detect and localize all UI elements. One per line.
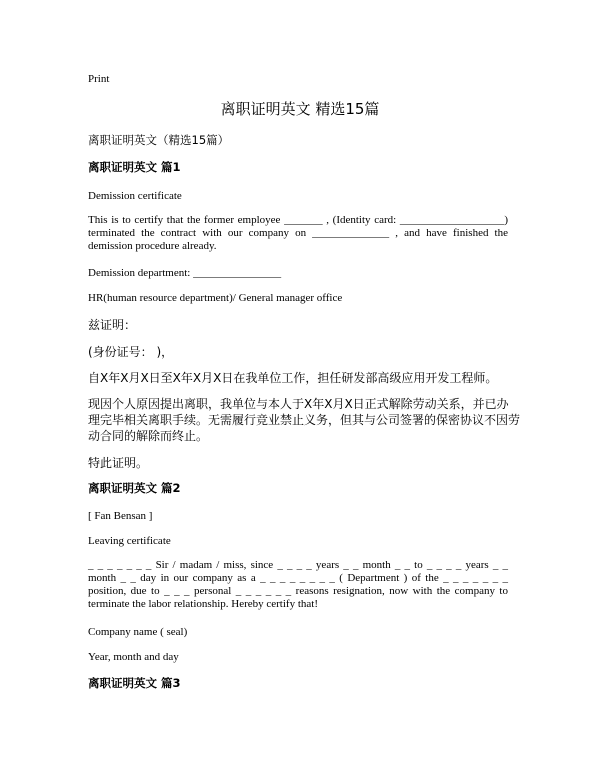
paragraph-line: terminate the labor relationship. Hereby certify that! [88,598,318,610]
paragraph-line: month _ _ day in our company as a _ _ _ _ _ _ _ _ ( Department ) of the _ _ _ _ _ _ _ [88,572,508,584]
demission-department: Demission department: ________________ [88,267,282,279]
employee-name: [ Fan Bensan ] [88,510,153,522]
date-line: Year, month and day [88,651,179,663]
cn-id-number: (身份证号： )， [88,345,174,359]
paragraph-line: _ _ _ _ _ _ _ Sir / madam / miss, since _ _ _ _ years _ _ month _ _ to _ _ _ _ years _ _ [88,559,508,571]
cn-attest: 兹证明： [88,318,137,332]
section-heading-1: 离职证明英文 篇1 [88,160,181,174]
cn-work-period: 自X年X月X日至X年X月X日在我单位工作，担任研发部高级应用开发工程师。 [88,371,498,385]
paragraph-line: 理完毕相关离职手续。无需履行竞业禁止义务，但其与公司签署的保密协议不因劳 [88,413,521,427]
print-label[interactable]: Print [88,73,110,85]
paragraph-line: terminated the contract with our company on ______________ , and have finished the [88,227,508,239]
section-heading-3: 离职证明英文 篇3 [88,676,181,690]
cn-paragraph [88,396,521,444]
paragraph-line: 动合同的解除而终止。 [88,429,209,443]
leaving-certificate-label: Leaving certificate [88,535,171,547]
paragraph-certify [88,214,508,253]
paragraph-line: position, due to _ _ _ personal _ _ _ _ _ _ reasons resignation, now with the company to [88,585,508,597]
document-title: 离职证明英文 精选15篇 [220,100,380,118]
paragraph-leaving [88,559,508,611]
demission-certificate-label: Demission certificate [88,190,182,202]
document-subtitle: 离职证明英文（精选15篇） [88,133,230,147]
paragraph-line: 现因个人原因提出离职，我单位与本人于X年X月X日正式解除劳动关系，并已办 [88,397,509,411]
paragraph-line: This is to certify that the former employee _______ , (Identity card: ___________________) [88,214,508,226]
section-heading-2: 离职证明英文 篇2 [88,481,181,495]
paragraph-line: demission procedure already. [88,240,217,252]
company-seal: Company name ( seal) [88,626,188,638]
cn-closing: 特此证明。 [88,456,149,470]
hr-office: HR(human resource department)/ General manager office [88,292,343,304]
